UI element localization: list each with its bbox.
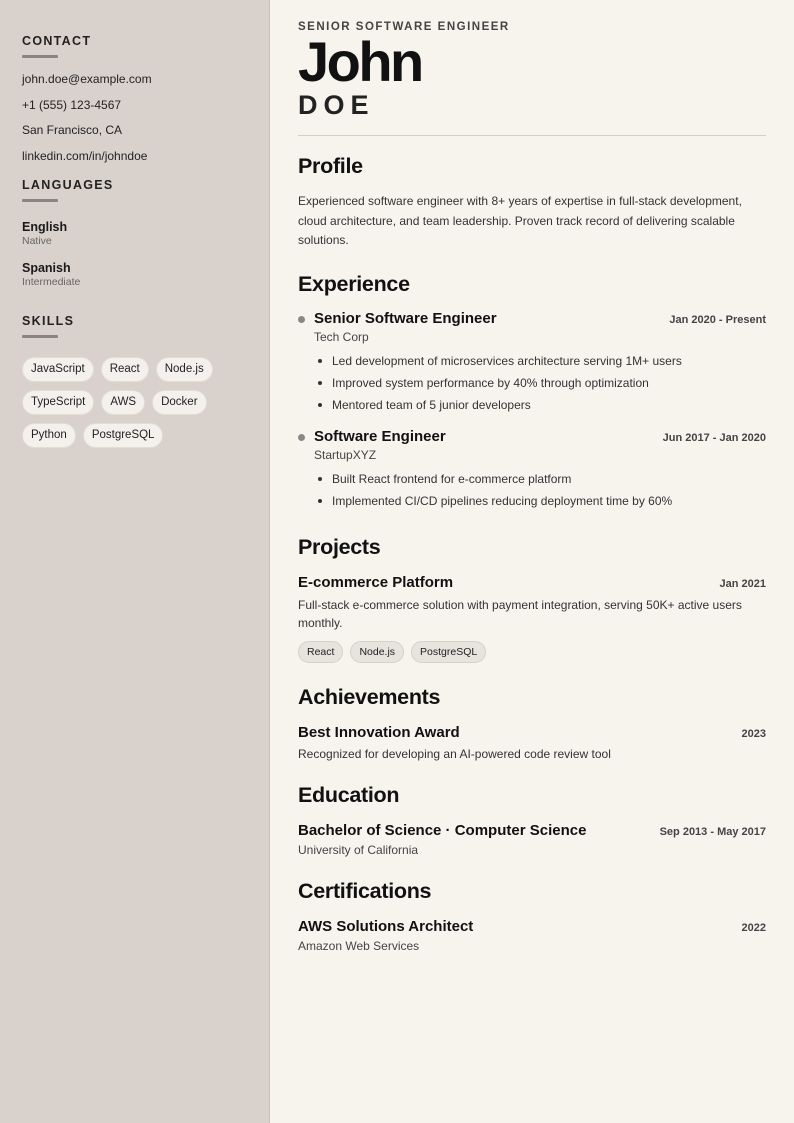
experience-heading: Experience (298, 271, 410, 296)
project-item-header (298, 574, 766, 591)
language-level: Intermediate (22, 275, 81, 288)
experience-item-header (298, 310, 766, 327)
experience-bullet: Built React frontend for e-commerce platform (332, 468, 766, 490)
contact-heading-rule (22, 55, 58, 58)
first-name: John (298, 30, 422, 93)
certifications-section (298, 879, 766, 953)
project-tech-list (298, 641, 766, 663)
experience-item (298, 310, 766, 416)
certification-date: 2022 (741, 922, 766, 934)
skills-heading-rule (22, 335, 58, 338)
certification-item (298, 918, 766, 953)
profile-summary: Experienced software engineer with 8+ years of expertise in full-stack development, cloud architecture, and team leadership. Proven track record of delivering scalable solutions. (298, 194, 742, 247)
project-description: Full-stack e-commerce solution with payment integration, serving 50K+ active users monthly. (298, 597, 742, 630)
experience-item (298, 428, 766, 512)
skill-tag: React (101, 357, 149, 382)
skill-tag: Python (22, 423, 76, 448)
education-heading: Education (298, 783, 400, 807)
sidebar (0, 0, 270, 1123)
skill-tag: AWS (101, 390, 145, 415)
education-section (298, 783, 766, 857)
achievement-title: Best Innovation Award (298, 723, 460, 741)
languages-heading: LANGUAGES (22, 177, 114, 192)
languages-heading-rule (22, 199, 58, 202)
achievements-heading: Achievements (298, 684, 441, 709)
contact-email[interactable]: john.doe@example.com (22, 72, 152, 86)
language-name: Spanish (22, 260, 71, 275)
education-date: Sep 2013 - May 2017 (659, 826, 766, 838)
languages-section (22, 178, 247, 288)
experience-bullet: Led development of microservices architecture serving 1M+ users (332, 350, 766, 372)
experience-item-header (298, 428, 766, 445)
experience-bullet: Implemented CI/CD pipelines reducing deployment time by 60% (332, 490, 766, 512)
timeline-dot (298, 316, 305, 323)
project-date: Jan 2021 (719, 577, 766, 590)
language-level: Native (22, 234, 52, 247)
experience-bullet: Improved system performance by 40% through optimization (332, 372, 766, 394)
certification-item-header (298, 918, 766, 935)
skills-section (22, 314, 247, 448)
experience-company: StartupXYZ (314, 447, 377, 462)
contact-phone[interactable]: +1 (555) 123-4567 (22, 97, 122, 112)
profile-section (298, 154, 766, 251)
projects-section (298, 535, 766, 663)
certifications-heading: Certifications (298, 879, 432, 903)
achievement-date: 2023 (741, 727, 766, 740)
achievement-item (298, 724, 766, 764)
profile-heading: Profile (298, 154, 363, 178)
experience-date: Jun 2017 - Jan 2020 (662, 431, 766, 444)
job-title: SENIOR SOFTWARE ENGINEER (298, 21, 510, 33)
language-item (22, 261, 247, 288)
tech-tag: Node.js (350, 641, 404, 663)
skills-heading: SKILLS (22, 313, 75, 328)
main-content (298, 0, 766, 953)
skill-tag: JavaScript (22, 357, 94, 382)
education-school: University of California (298, 843, 419, 857)
contact-list (22, 71, 247, 174)
project-title: E-commerce Platform (298, 573, 454, 591)
project-item (298, 574, 766, 663)
experience-role: Software Engineer (314, 427, 446, 445)
timeline-dot (298, 434, 305, 441)
projects-heading: Projects (298, 534, 381, 559)
language-name: English (22, 219, 68, 234)
skill-tag: Node.js (156, 357, 213, 382)
education-item-header (298, 822, 766, 839)
achievement-description: Recognized for developing an AI-powered code review tool (298, 746, 611, 761)
contact-heading: CONTACT (22, 34, 92, 48)
experience-role: Senior Software Engineer (314, 309, 497, 327)
achievement-item-header (298, 724, 766, 741)
skill-tag: PostgreSQL (83, 423, 164, 448)
skills-list (22, 357, 222, 448)
experience-section (298, 272, 766, 512)
tech-tag: React (298, 641, 343, 663)
skill-tag: Docker (152, 390, 206, 415)
language-item (22, 220, 247, 247)
experience-company: Tech Corp (314, 329, 369, 344)
achievements-section (298, 685, 766, 764)
skill-tag: TypeScript (22, 390, 94, 415)
experience-date: Jan 2020 - Present (669, 313, 766, 326)
contact-location: San Francisco, CA (22, 123, 123, 138)
education-degree: Bachelor of Science · Computer Science (298, 822, 587, 839)
experience-bullet: Mentored team of 5 junior developers (332, 394, 766, 416)
last-name: DOE (298, 90, 375, 120)
experience-bullets (298, 350, 766, 416)
experience-bullets (298, 468, 766, 512)
certification-title: AWS Solutions Architect (298, 918, 474, 935)
tech-tag: PostgreSQL (411, 641, 486, 663)
resume-header (298, 21, 766, 136)
contact-linkedin[interactable]: linkedin.com/in/johndoe (22, 149, 148, 164)
education-item (298, 822, 766, 857)
certification-issuer: Amazon Web Services (298, 939, 420, 953)
header-divider (298, 135, 766, 136)
contact-section (22, 34, 247, 174)
